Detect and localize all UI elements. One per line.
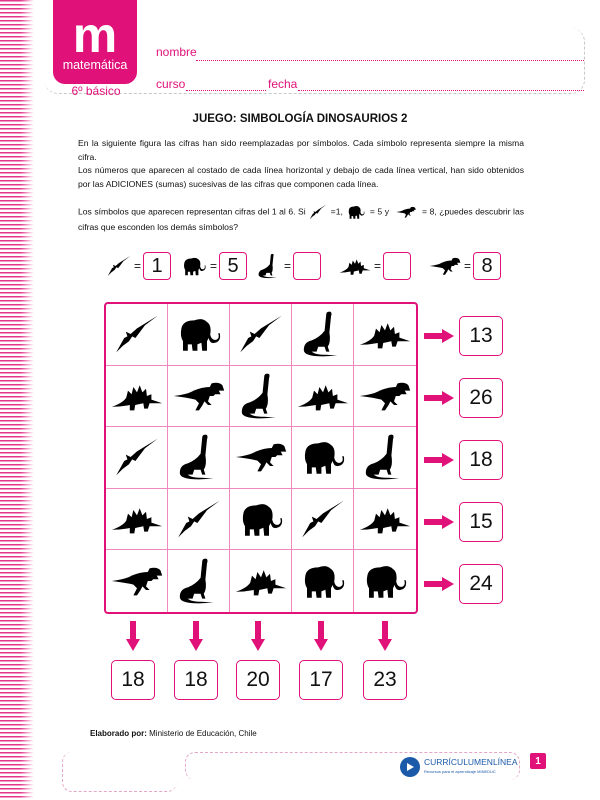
arrow-right-icon bbox=[424, 577, 454, 591]
arrow-down-icon bbox=[251, 621, 265, 651]
mammoth-icon bbox=[299, 436, 347, 478]
mammoth-icon bbox=[345, 204, 367, 220]
legend-item-brontosaurus: = bbox=[256, 252, 321, 280]
grid-cell bbox=[354, 427, 416, 489]
brontosaurus-icon bbox=[299, 308, 347, 360]
grid-cell bbox=[168, 427, 230, 489]
grid-cell bbox=[230, 427, 292, 489]
pterodactyl-icon bbox=[106, 255, 132, 277]
stegosaurus-icon bbox=[110, 501, 164, 537]
brontosaurus-icon bbox=[175, 555, 223, 607]
arrow-down-icon bbox=[378, 621, 392, 651]
date-label: fecha bbox=[268, 77, 298, 91]
date-field[interactable] bbox=[298, 90, 584, 91]
stegosaurus-icon bbox=[338, 255, 372, 277]
footer-frame-left bbox=[62, 752, 177, 792]
grid-cell bbox=[168, 366, 230, 428]
stegosaurus-icon bbox=[358, 316, 412, 352]
pterodactyl-icon bbox=[299, 497, 347, 541]
pterodactyl-icon bbox=[175, 497, 223, 541]
mammoth-icon bbox=[180, 255, 208, 277]
legend-item-stegosaurus: = bbox=[338, 252, 411, 280]
column-sum-box: 20 bbox=[236, 660, 280, 700]
legend-value-box: 5 bbox=[219, 252, 247, 280]
grid-cell bbox=[168, 304, 230, 366]
course-field[interactable] bbox=[186, 90, 266, 91]
grid-cell bbox=[292, 427, 354, 489]
mammoth-icon bbox=[361, 560, 409, 602]
page-title: JUEGO: SIMBOLOGÍA DINOSAURIOS 2 bbox=[192, 113, 408, 125]
arrow-right-icon bbox=[424, 453, 454, 467]
grid-cell bbox=[354, 489, 416, 551]
legend-answer-input-stegosaurus[interactable] bbox=[383, 252, 411, 280]
arrow-right-icon bbox=[424, 515, 454, 529]
row-sum-box: 24 bbox=[459, 564, 503, 604]
grid-cell bbox=[230, 304, 292, 366]
arrow-down-icon bbox=[314, 621, 328, 651]
grid-cell bbox=[292, 489, 354, 551]
instruction-paragraph-2: Los números que aparecen al costado de cada línea horizontal y debajo de cada línea vertical, han sido obtenidos por las ADICIONES (sumas) sucesivas de las cifras que componen cada línea. bbox=[78, 165, 524, 189]
stegosaurus-icon bbox=[358, 501, 412, 537]
trex-icon bbox=[392, 205, 420, 219]
grid-cell bbox=[168, 550, 230, 612]
grid-cell bbox=[106, 427, 168, 489]
mammoth-icon bbox=[175, 313, 223, 355]
curriculum-en-linea-logo: CURRÍCULUMENLÍNEA Recursos para el aprendizaje MINEDUC bbox=[400, 757, 518, 777]
course-label: curso bbox=[156, 77, 186, 91]
brontosaurus-icon bbox=[256, 253, 282, 279]
grid-cell bbox=[230, 550, 292, 612]
pterodactyl-icon bbox=[113, 312, 161, 356]
row-sum-box: 18 bbox=[459, 440, 503, 480]
legend-item-trex: = 8 bbox=[428, 252, 501, 280]
trex-icon bbox=[428, 255, 462, 277]
legend-value-box: 1 bbox=[143, 252, 171, 280]
grade-label: 6º básico bbox=[71, 84, 121, 98]
grid-cell bbox=[168, 489, 230, 551]
grid-cell bbox=[354, 304, 416, 366]
arrow-down-icon bbox=[126, 621, 140, 651]
stegosaurus-icon bbox=[110, 378, 164, 414]
logo-letter: m bbox=[72, 7, 118, 63]
play-icon bbox=[400, 757, 420, 777]
arrow-right-icon bbox=[424, 329, 454, 343]
legend-item-pterodactyl: = 1 bbox=[106, 252, 171, 280]
brontosaurus-icon bbox=[361, 431, 409, 483]
grid-cell bbox=[106, 366, 168, 428]
page-number: 1 bbox=[530, 753, 546, 769]
credit-line: Elaborado por: Ministerio de Educación, Chile bbox=[90, 729, 257, 738]
row-sum-box: 15 bbox=[459, 502, 503, 542]
trex-icon bbox=[172, 378, 226, 414]
grid-cell bbox=[292, 366, 354, 428]
brontosaurus-icon bbox=[237, 370, 285, 422]
instruction-paragraph-1: En la siguiente figura las cifras han sido reemplazadas por símbolos. Cada símbolo representa siempre la misma cifra. bbox=[78, 138, 524, 162]
grid-cell bbox=[106, 304, 168, 366]
subject-logo bbox=[53, 0, 137, 84]
stegosaurus-icon bbox=[296, 378, 350, 414]
name-field[interactable] bbox=[196, 60, 584, 61]
trex-icon bbox=[110, 563, 164, 599]
subject-label: matemática bbox=[62, 58, 128, 72]
brontosaurus-icon bbox=[175, 431, 223, 483]
grid-cell bbox=[230, 489, 292, 551]
pterodactyl-icon bbox=[308, 204, 328, 220]
column-sum-box: 23 bbox=[363, 660, 407, 700]
grid-cell bbox=[106, 550, 168, 612]
pterodactyl-icon bbox=[237, 312, 285, 356]
column-sum-box: 17 bbox=[299, 660, 343, 700]
grid-cell bbox=[354, 366, 416, 428]
symbol-legend bbox=[106, 252, 506, 284]
grid-cell bbox=[106, 489, 168, 551]
arrow-right-icon bbox=[424, 391, 454, 405]
name-label: nombre bbox=[156, 45, 197, 59]
mammoth-icon bbox=[299, 560, 347, 602]
trex-icon bbox=[234, 439, 288, 475]
legend-answer-input-brontosaurus[interactable] bbox=[293, 252, 321, 280]
dinosaur-symbol-grid bbox=[104, 302, 418, 614]
pterodactyl-icon bbox=[113, 435, 161, 479]
row-sum-box: 13 bbox=[459, 316, 503, 356]
grid-cell bbox=[354, 550, 416, 612]
legend-item-mammoth: = 5 bbox=[180, 252, 247, 280]
arrow-down-icon bbox=[189, 621, 203, 651]
legend-value-box: 8 bbox=[473, 252, 501, 280]
grid-cell bbox=[292, 550, 354, 612]
grid-cell bbox=[230, 366, 292, 428]
row-sum-box: 26 bbox=[459, 378, 503, 418]
instruction-paragraph-3: Los símbolos que aparecen representan cifras del 1 al 6. Si =1, = 5 y = 8, ¿puedes descubrir las cifras que esconden los demás símbolos? bbox=[78, 204, 524, 234]
stegosaurus-icon bbox=[234, 563, 288, 599]
trex-icon bbox=[358, 378, 412, 414]
grid-cell bbox=[292, 304, 354, 366]
column-sum-box: 18 bbox=[174, 660, 218, 700]
mammoth-icon bbox=[237, 498, 285, 540]
column-sum-box: 18 bbox=[111, 660, 155, 700]
